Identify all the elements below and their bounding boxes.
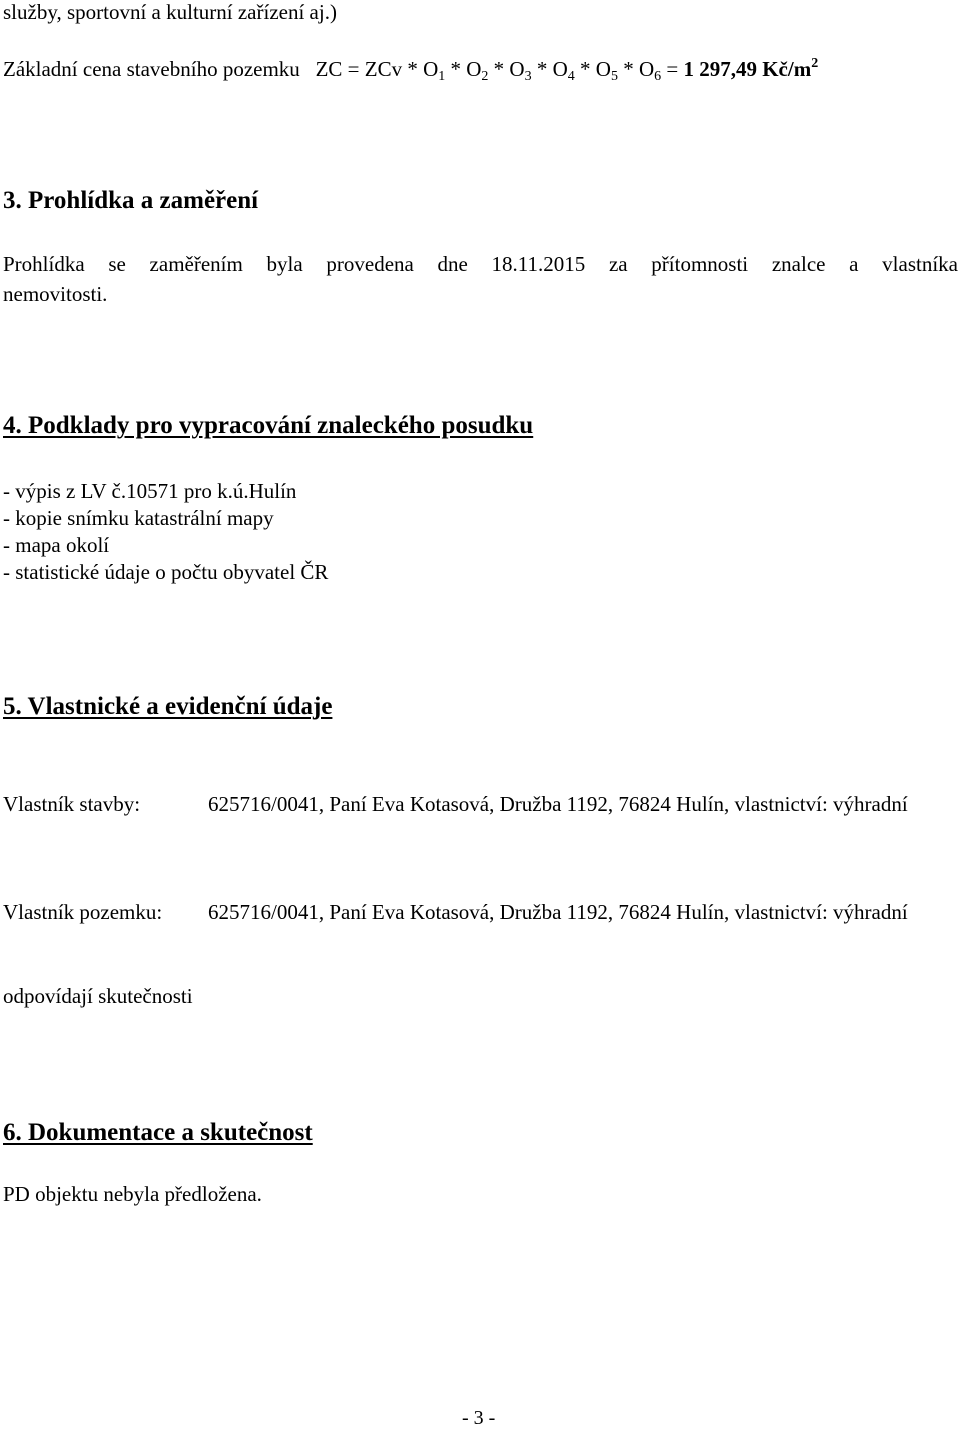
top-fragment-text: služby, sportovní a kulturní zařízení aj.) (3, 0, 337, 24)
building-owner-label: Vlastník stavby: (3, 792, 141, 816)
base-price-line (3, 57, 818, 84)
base-price-value: 1 297,49 $Kč/m^2$ (683, 56, 819, 81)
building-owner-value: 625716/0041, Paní Eva Kotasová, Družba 1192, 76824 Hulín, vlastnictví: výhradní (208, 792, 908, 816)
base-price-formula: ZC = ZCv * $O_1 * O_2 * O_3 * O_4 * O_5 * O_6 = 1$ 297,49 $Kč/m^2$ (315, 56, 819, 84)
section-4-heading: 4. Podklady pro vypracování znaleckého posudku (3, 412, 534, 439)
section-6-heading: 6. Dokumentace a skutečnost (3, 1119, 313, 1146)
source-item: - mapa okolí (3, 533, 110, 557)
source-item: - statistické údaje o počtu obyvatel ČR (3, 560, 329, 584)
section-3-text-line1: Prohlídka se zaměřením byla provedena dne 18.11.2015 za přítomnosti znalce a vlastníka (3, 252, 958, 276)
land-owner-label: Vlastník pozemku: (3, 900, 163, 924)
section-3-heading: 3. Prohlídka a zaměření (3, 187, 259, 214)
source-item: - výpis z LV č.10571 pro k.ú.Hulín (3, 479, 297, 503)
land-owner-value: 625716/0041, Paní Eva Kotasová, Družba 1192, 76824 Hulín, vlastnictví: výhradní (208, 900, 908, 924)
section-3-text-line2: nemovitosti. (3, 282, 108, 306)
ownership-note: odpovídají skutečnosti (3, 984, 193, 1008)
source-item: - kopie snímku katastrální mapy (3, 506, 274, 530)
page-number: - 3 - (462, 1407, 496, 1429)
base-price-label: Základní cena stavebního pozemku (3, 57, 300, 81)
section-5-heading: 5. Vlastnické a evidenční údaje (3, 693, 333, 720)
section-6-text: PD objektu nebyla předložena. (3, 1182, 262, 1206)
